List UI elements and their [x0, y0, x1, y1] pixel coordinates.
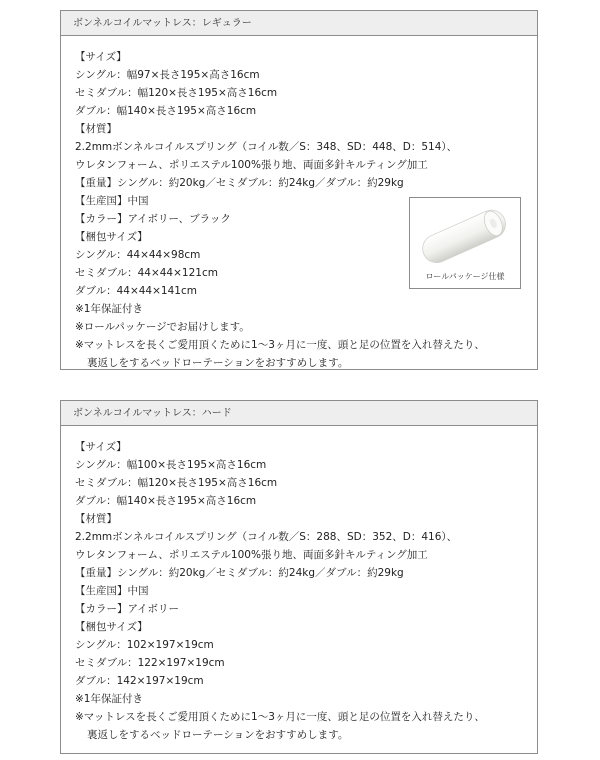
spec-panel-hard [60, 400, 538, 754]
spec-line: ※マットレスを長くご愛用頂くために1〜3ヶ月に一度、頭と足の位置を入れ替えたり、 [75, 711, 485, 723]
panel-title: ボンネルコイルマットレス：ハード [61, 401, 537, 426]
spec-line: ダブル：44×44×141cm [75, 285, 197, 297]
spec-line: 【材質】 [75, 513, 117, 525]
spec-line: シングル：幅100×長さ195×高さ16cm [75, 459, 267, 471]
spec-line: ウレタンフォーム、ポリエステル100%張り地、両面多針キルティング加工 [75, 549, 428, 561]
spec-line: ダブル：幅140×長さ195×高さ16cm [75, 495, 257, 507]
spec-line: 【重量】シングル：約20kg／セミダブル：約24kg／ダブル：約29kg [75, 177, 404, 189]
spec-line: セミダブル：44×44×121cm [75, 267, 218, 279]
roll-package-image [409, 197, 521, 289]
spec-line: ※ロールパッケージでお届けします。 [75, 321, 250, 333]
spec-line: セミダブル：幅120×長さ195×高さ16cm [75, 477, 278, 489]
spec-line: ※1年保証付き [75, 693, 143, 705]
package-caption: ロールパッケージ仕様 [425, 272, 505, 281]
spec-list [61, 426, 537, 744]
spec-line: 裏返しをするベッドローテーションをおすすめします。 [87, 357, 349, 369]
spec-line: 【カラー】アイボリー [75, 603, 180, 615]
spec-line: ダブル：142×197×19cm [75, 675, 204, 687]
spec-line: 【サイズ】 [75, 441, 127, 453]
spec-line: シングル：102×197×19cm [75, 639, 214, 651]
spec-line: 【カラー】アイボリー、ブラック [75, 213, 231, 225]
spec-line: ウレタンフォーム、ポリエステル100%張り地、両面多針キルティング加工 [75, 159, 428, 171]
spec-line: シングル：幅97×長さ195×高さ16cm [75, 69, 260, 81]
spec-line: 裏返しをするベッドローテーションをおすすめします。 [87, 729, 349, 741]
panel-title: ボンネルコイルマットレス：レギュラー [61, 11, 537, 36]
spec-line: セミダブル：幅120×長さ195×高さ16cm [75, 87, 278, 99]
spec-line: ダブル：幅140×長さ195×高さ16cm [75, 105, 257, 117]
spec-line: 【生産国】中国 [75, 585, 149, 597]
rolled-mattress-icon [414, 200, 516, 268]
spec-panel-regular [60, 10, 538, 370]
spec-line: 2.2mmボンネルコイルスプリング（コイル数／S：348、SD：448、D：514）、 [75, 141, 458, 153]
spec-line: セミダブル：122×197×19cm [75, 657, 225, 669]
spec-line: ※マットレスを長くご愛用頂くために1〜3ヶ月に一度、頭と足の位置を入れ替えたり、 [75, 339, 485, 351]
spec-line: ※1年保証付き [75, 303, 143, 315]
spec-line: 2.2mmボンネルコイルスプリング（コイル数／S：288、SD：352、D：416）、 [75, 531, 458, 543]
spec-line: 【梱包サイズ】 [75, 621, 148, 633]
spec-line: 【材質】 [75, 123, 117, 135]
spec-line: 【生産国】中国 [75, 195, 149, 207]
spec-line: 【重量】シングル：約20kg／セミダブル：約24kg／ダブル：約29kg [75, 567, 404, 579]
spec-line: 【梱包サイズ】 [75, 231, 148, 243]
spec-line: シングル：44×44×98cm [75, 249, 201, 261]
spec-line: 【サイズ】 [75, 51, 127, 63]
